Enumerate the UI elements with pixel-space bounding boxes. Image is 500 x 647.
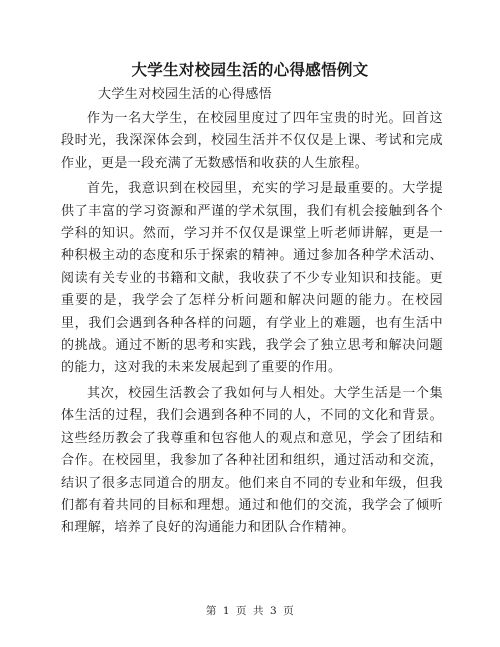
paragraph-intro: 作为一名大学生，在校园里度过了四年宝贵的时光。回首这段时光，我深深体会到，校园生活并不仅仅是上课、考试和完成作业，更是一段充满了无数感悟和收获的人生旅程。 — [61, 111, 443, 171]
document-body — [61, 108, 443, 543]
paragraph-learning: 首先，我意识到在校园里，充实的学习是最重要的。大学提供了丰富的学习资源和严谨的学术氛围，我们有机会接触到各个学科的知识。然而，学习并不仅仅是课堂上听老师讲解，更是一种积极主动的态度和乐于探索的精神。通过参加各种学术活动、阅读有关专业的书籍和文献，我收获了不少专业知识和技能。更重要的是，我学会了怎样分析问题和解决问题的能力。在校园里，我们会遇到各种各样的问题，有学业上的难题，也有生活中的挑战。通过不断的思考和实践，我学会了独立思考和解决问题的能力，这对我的未来发展起到了重要的作用。 — [61, 181, 443, 376]
footer-page-number: 1 — [222, 605, 230, 617]
footer-total-word: 共 — [253, 605, 264, 617]
page-footer — [0, 604, 500, 618]
document-subtitle: 大学生对校园生活的心得感悟 — [98, 87, 273, 102]
footer-page-unit: 页 — [236, 605, 247, 617]
footer-page-word: 第 — [205, 605, 217, 617]
document-title: 大学生对校园生活的心得感悟例文 — [131, 61, 369, 79]
footer-total-unit: 页 — [283, 605, 295, 617]
footer-total-pages: 3 — [270, 605, 278, 617]
paragraph-relationships: 其次，校园生活教会了我如何与人相处。大学生活是一个集体生活的过程，我们会遇到各种不同的人，不同的文化和背景。这些经历教会了我尊重和包容他人的观点和意见，学会了团结和合作。在校园里，我参加了各种社团和组织，通过活动和交流，结识了很多志同道合的朋友。他们来自不同的专业和年级，但我们都有着共同的目标和理想。通过和他们的交流，我学会了倾听和理解，培养了良好的沟通能力和团队合作精神。 — [61, 385, 443, 536]
